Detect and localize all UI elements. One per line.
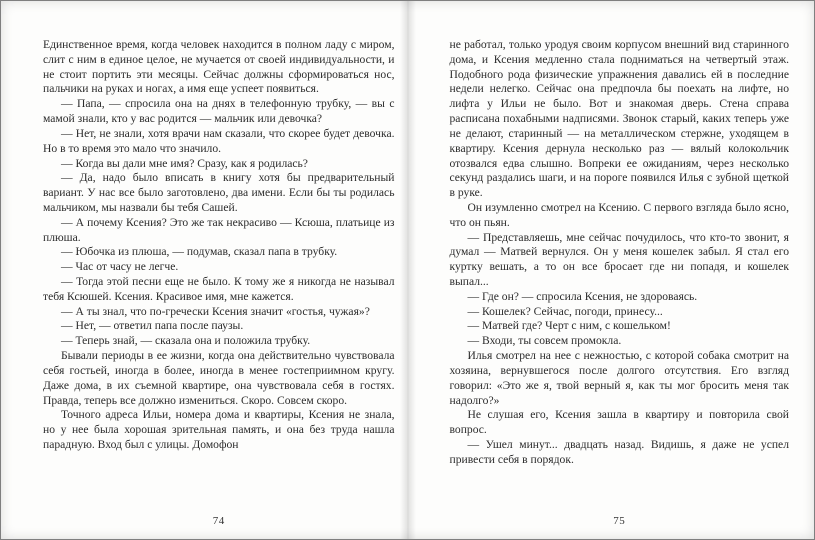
paragraph: не работал, только уродуя своим корпусом внешний вид старинного дома, и Ксения медленно стала подниматься на четвертый этаж. Подобного рода физические упражнения давались ей в последние недели нелегко. Сейчас она предпочла бы поехать на лифте, но лифта у Ильи не было. Вот и знакомая дверь. Стена справа расписана похабными надписями. Звонок старый, каких теперь уже не делают, старинный — на металлическом стержне, уходящем в квартиру. Ксения дернула несколько раз — вялый колокольчик отозвался едва слышно. Вопреки ее ожиданиям, через несколько секунд раздались шаги, и на пороге появился Илья с зубной щеткой в руке. <box>449 38 789 200</box>
paragraph: — А ты знал, что по-гречески Ксения значит «гостья, чужая»? <box>61 304 370 318</box>
page-number-left: 74 <box>212 515 225 527</box>
paragraph: Илья смотрел на нее с нежностью, с которой собака смотрит на хозяина, вернувшегося после долгого отсутствия. Его взгляд говорил: «Это же я, твой верный я, как ты мог бросить меня так надолго?» <box>449 349 789 407</box>
page-number-right: 75 <box>613 515 626 527</box>
paragraph: — Представляешь, мне сейчас почудилось, что кто-то звонит, я думал — Матвей вернулся. Он у меня кошелек забыл. Я стал его куртку вешать, а то он все бросает где ни попадя, и кошелек выпал... <box>449 230 789 288</box>
paragraph: — Ушел минут... двадцать назад. Видишь, я даже не успел привести себя в порядок. <box>449 437 789 466</box>
paragraph: — Где он? — спросила Ксения, не здороваясь. <box>467 289 698 303</box>
paragraph: Точного адреса Ильи, номера дома и квартиры, Ксения не знала, но у нее была хорошая зрительная память, и она без труда нашла парадную. Вход был с улицы. Домофон <box>43 408 395 451</box>
paragraph: — Матвей где? Черт с ним, с кошельком! <box>467 319 671 333</box>
paragraph: — Входи, ты совсем промокла. <box>467 334 622 348</box>
page-left <box>1 1 408 539</box>
page-right-text <box>450 38 790 468</box>
paragraph: — Кошелек? Сейчас, погоди, принесу... <box>467 304 663 318</box>
paragraph: — Да, надо было вписать в книгу хотя бы предварительный вариант. У нас все было заготовлено, два имени. Если бы ты родилась мальчиком, мы назвали бы тебя Сашей. <box>43 171 395 214</box>
paragraph: — Когда вы дали мне имя? Сразу, как я родилась? <box>61 156 308 170</box>
paragraph: — Нет, не знали, хотя врачи нам сказали, что скорее будет девочка. Но в то время это мало что значило. <box>43 126 395 155</box>
paragraph: — Час от часу не легче. <box>61 260 179 274</box>
paragraph: — Нет, — ответил папа после паузы. <box>61 319 244 333</box>
paragraph: — А почему Ксения? Это же так некрасиво — Ксюша, платьице из плюша. <box>43 215 395 244</box>
book-pages <box>1 1 814 539</box>
page-right <box>408 1 815 539</box>
paragraph: Единственное время, когда человек находится в полном ладу с миром, слит с ним в единое целое, не мучается от своей индивидуальности, и не стоит портить эти месяцы. Сейчас должны сформироваться нос, пальчики на руках и ногах, а имя еще успеет появиться. <box>43 38 395 96</box>
paragraph: — Тогда этой песни еще не было. К тому же я никогда не называл тебя Ксюшей. Ксения. Красивое имя, мне кажется. <box>43 275 395 303</box>
paragraph: — Юбочка из плюша, — подумав, сказал папа в трубку. <box>61 245 338 259</box>
paragraph: Бывали периоды в ее жизни, когда она действительно чувствовала себя гостьей, иногда в более, иногда в менее гостеприимном кругу. Даже дома, в их съемной квартире, она чувствовала себя в гостях. Правда, теперь все должно измениться. Скоро. Совсем скоро. <box>43 349 395 407</box>
paragraph: Он изумленно смотрел на Ксению. С первого взгляда было ясно, что он пьян. <box>449 200 789 229</box>
paragraph: — Теперь знай, — сказала она и положила трубку. <box>61 334 311 348</box>
paragraph: Не слушая его, Ксения зашла в квартиру и повторила свой вопрос. <box>449 408 789 437</box>
paragraph: — Папа, — спросила она на днях в телефонную трубку, — вы с мамой знали, кто у вас родится — мальчик или девочка? <box>43 97 395 126</box>
page-left-text <box>43 38 395 453</box>
